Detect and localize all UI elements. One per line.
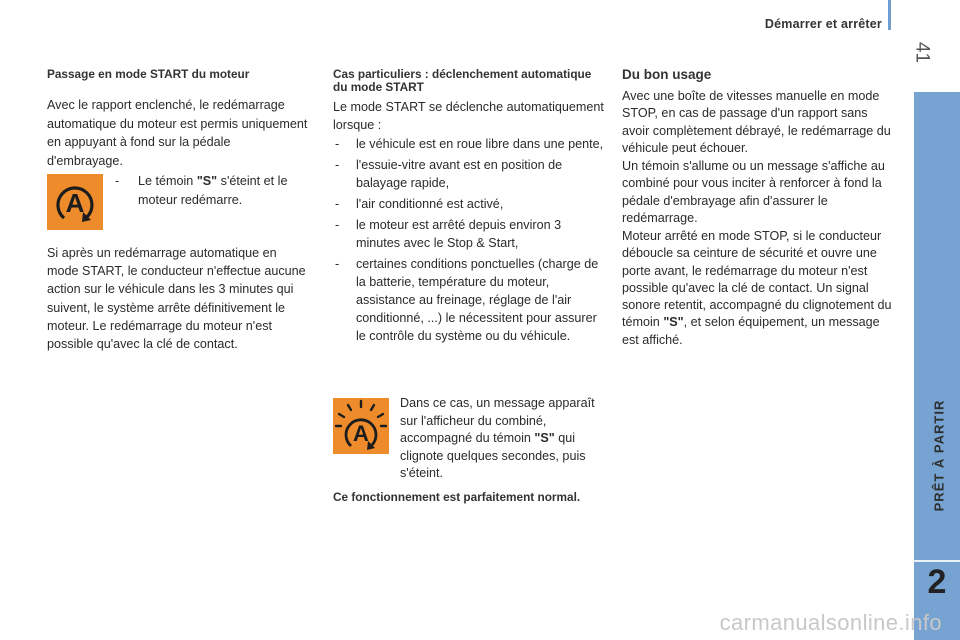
start-mode-paragraph: Avec le rapport enclenché, le redémarrage automatique du moteur est permis uniquement en appuyant à fond sur la pédale d'embrayage. bbox=[47, 98, 308, 168]
watermark: carmanualsonline.info bbox=[719, 610, 942, 635]
para3-text-post: , et selon équipement, un message est affiché. bbox=[622, 315, 880, 347]
start-mode-heading: Passage en mode START du moteur bbox=[47, 67, 250, 81]
good-usage-paragraph-1: Avec une boîte de vitesses manuelle en mode STOP, en cas de passage d'un rapport sans avoir complètement débrayé, le redémarrage du véhicule peut échouer. bbox=[622, 89, 891, 155]
stop-start-A-flashing-icon bbox=[333, 398, 389, 454]
svg-text:A: A bbox=[353, 421, 369, 446]
indicator-s-label: "S" bbox=[663, 315, 684, 330]
start-mode-bullet: - Le témoin "S" s'éteint et le moteur redémarre. bbox=[115, 174, 288, 207]
good-usage-paragraph-2: Un témoin s'allume ou un message s'affiche au combiné pour vous inciter à renforcer à fond la pédale d'embrayage afin d'assurer le redémarrage. bbox=[622, 159, 885, 225]
para3-text-pre: Moteur arrêté en mode STOP, si le conducteur déboucle sa ceinture de sécurité et ouvre une porte avant, le redémarrage du moteur n'est possible qu'avec la clé de contact. Un signal sonore retentit, accompagné du clignotement du témoin bbox=[622, 229, 892, 330]
page-number: 41 bbox=[911, 41, 933, 64]
list-item: - le moteur est arrêté depuis environ 3 minutes avec le Stop & Start, bbox=[333, 216, 605, 252]
list-item: - l'essuie-vitre avant est en position de balayage rapide, bbox=[333, 156, 605, 192]
stop-start-A-arrow-icon bbox=[47, 174, 103, 230]
flashing-indicator-note bbox=[400, 395, 605, 483]
note-text-post: qui clignote quelques secondes, puis s'éteint. bbox=[400, 431, 586, 480]
special-cases-intro: Le mode START se déclenche automatiquement lorsque : bbox=[333, 100, 604, 132]
good-usage-paragraph-3 bbox=[622, 228, 898, 349]
list-item: - l'air conditionné est activé, bbox=[333, 195, 605, 213]
special-cases-heading: Cas particuliers : déclenchement automatique du mode START bbox=[333, 67, 592, 94]
list-item: - certaines conditions ponctuelles (charge de la batterie, température du moteur, assistance au freinage, réglage de l'air conditionné, ...) le nécessitent pour assurer le contrôle du système ou du véhicule. bbox=[333, 255, 605, 345]
auto-stop-paragraph: Si après un redémarrage automatique en mode START, le conducteur n'effectue aucune action sur le véhicule dans les 3 minutes qui suivent, le système arrête définitivement le moteur. Le redémarrage du moteur n'est possible qu'avec la clé de contact. bbox=[47, 246, 306, 352]
chapter-number: 2 bbox=[927, 563, 947, 601]
indicator-s-label: "S" bbox=[196, 174, 218, 188]
normal-operation-note: Ce fonctionnement est parfaitement normal. bbox=[333, 490, 581, 504]
svg-text:A: A bbox=[65, 188, 85, 218]
bullet-text-post: s'éteint et le moteur redémarre. bbox=[138, 174, 288, 207]
chapter-side-tab bbox=[914, 92, 960, 640]
bullet-text-pre: Le témoin bbox=[138, 174, 197, 188]
chapter-tab-label: PRÊT À PARTIR bbox=[931, 399, 947, 512]
indicator-s-label: "S" bbox=[534, 431, 555, 445]
good-usage-heading: Du bon usage bbox=[622, 67, 712, 82]
header-accent-line bbox=[888, 0, 891, 30]
special-cases-list bbox=[333, 135, 605, 348]
list-item: - le véhicule est en roue libre dans une pente, bbox=[333, 135, 605, 153]
note-text-pre: Dans ce cas, un message apparaît sur l'afficheur du combiné, accompagné du témoin bbox=[400, 396, 595, 445]
section-title: Démarrer et arrêter bbox=[764, 17, 882, 31]
